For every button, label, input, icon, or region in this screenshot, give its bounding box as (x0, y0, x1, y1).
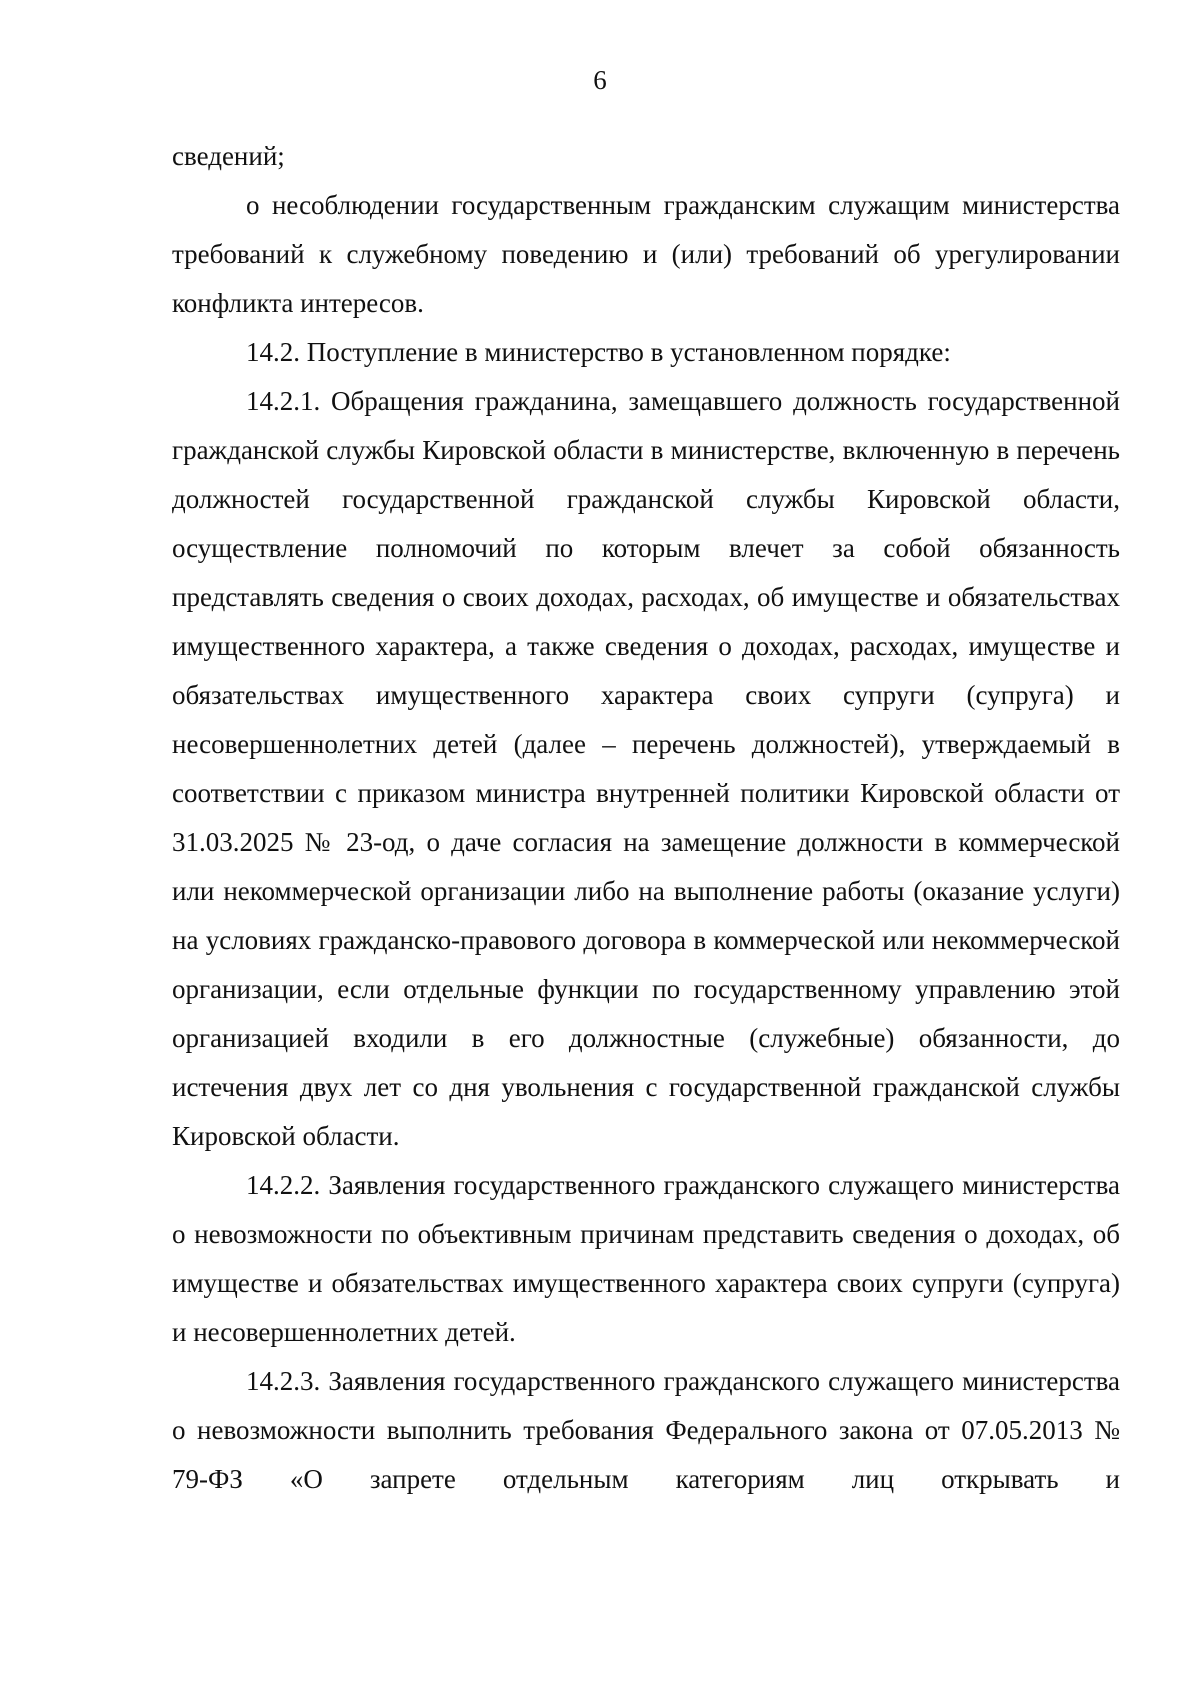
paragraph-1: сведений; (172, 141, 285, 171)
document-body (172, 132, 1120, 1504)
paragraph-6: 14.2.3. Заявления государственного гражданского служащего министерства о невозможности выполнить требования Федерального закона от 07.05.2013 № 79-ФЗ «О запрете отдельным категориям лиц открывать и (172, 1366, 1120, 1494)
paragraph-3: 14.2. Поступление в министерство в установленном порядке: (246, 337, 951, 367)
paragraph-2: о несоблюдении государственным гражданским служащим министерства требований к служебному поведению и (или) требований об урегулировании конфликта интересов. (172, 190, 1120, 318)
page-number: 6 (593, 65, 607, 95)
paragraph-5: 14.2.2. Заявления государственного гражданского служащего министерства о невозможности по объективным причинам представить сведения о доходах, об имуществе и обязательствах имущественного характера своих супруги (супруга) и несовершеннолетних детей. (172, 1170, 1120, 1347)
paragraph-4: 14.2.1. Обращения гражданина, замещавшего должность государственной гражданской службы Кировской области в министерстве, включенную в перечень должностей государственной гражданской службы Кировской области, осуществление полномочий по которым влечет за собой обязанность представлять сведения о своих доходах, расходах, об имуществе и обязательствах имущественного характера, а также сведения о доходах, расходах, имуществе и обязательствах имущественного характера своих супруги (супруга) и несовершеннолетних детей (далее – перечень должностей), утверждаемый в соответствии с приказом министра внутренней политики Кировской области от 31.03.2025 № 23-од, о даче согласия на замещение должности в коммерческой или некоммерческой организации либо на выполнение работы (оказание услуги) на условиях гражданско-правового договора в коммерческой или некоммерческой организации, если отдельные функции по государственному управлению этой организацией входили в его должностные (служебные) обязанности, до истечения двух лет со дня увольнения с государственной гражданской службы Кировской области. (172, 386, 1120, 1151)
